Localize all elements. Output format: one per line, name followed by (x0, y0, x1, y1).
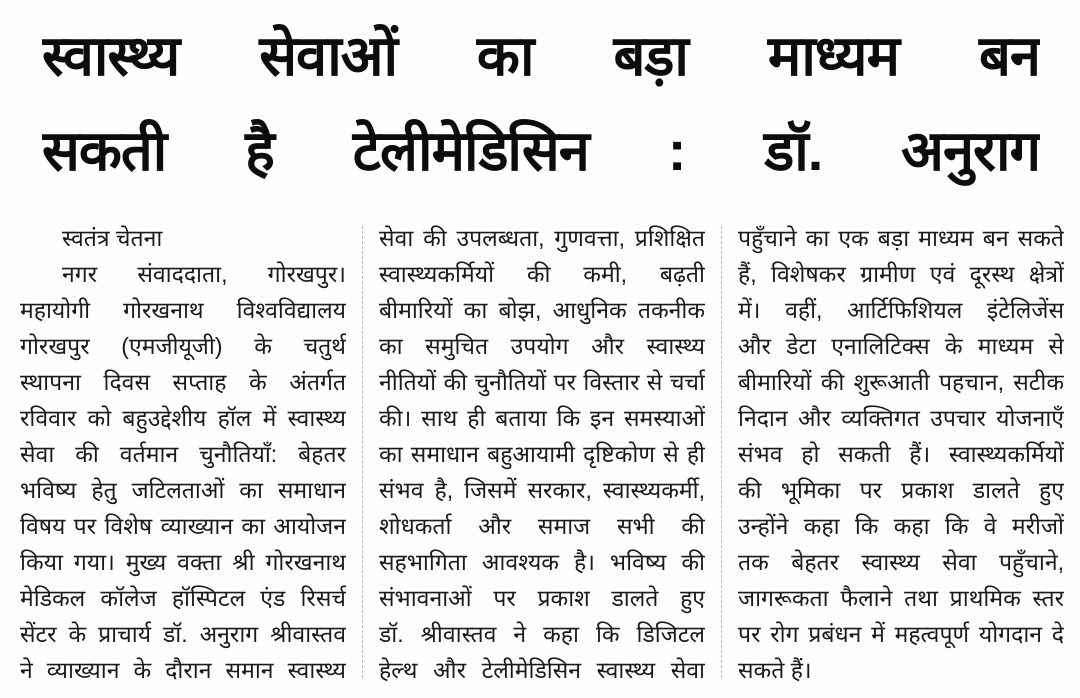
headline-line-2: सकती है टेलीमेडिसिन : डॉ. अनुराग (42, 119, 1040, 182)
text-line: का समाधान बहुआयामी दृष्टिकोण से ही (379, 441, 705, 467)
article-column-2 (379, 220, 705, 690)
text-line: रविवार को बहुउद्देशीय हॉल में स्वास्थ्य (20, 405, 346, 431)
text-line: और डेटा एनालिटिक्स के माध्यम से (738, 333, 1064, 359)
text-line: डॉ. श्रीवास्तव ने कहा कि डिजिटल (379, 621, 705, 647)
article-column-3 (738, 220, 1064, 690)
text-line: निदान और व्यक्तिगत उपचार योजनाएँ (738, 405, 1064, 431)
text-line: बीमारियों का बोझ, आधुनिक तकनीक (379, 297, 705, 323)
text-line: पहुँचाने का एक बड़ा माध्यम बन सकते (738, 225, 1064, 251)
text-line: सकते हैं। (738, 657, 812, 683)
text-line: नीतियों की चुनौतियों पर विस्तार से चर्चा (379, 369, 705, 395)
text-line: स्थापना दिवस सप्ताह के अंतर्गत (20, 369, 346, 395)
text-line: सेवा की उपलब्धता, गुणवत्ता, प्रशिक्षित (379, 225, 705, 251)
article-body (0, 220, 1080, 690)
text-line: की भूमिका पर प्रकाश डालते हुए (738, 477, 1064, 503)
article-column-1 (20, 220, 346, 690)
text-line: हेल्थ और टेलीमेडिसिन स्वास्थ्य सेवा (379, 657, 705, 683)
text-line: सहभागिता आवश्यक है। भविष्य की (379, 549, 705, 575)
headline (0, 0, 1080, 198)
text-line: में। वहीं, आर्टिफिशियल इंटेलिजेंस (738, 297, 1064, 323)
column-divider (362, 226, 363, 678)
text-line: जागरूकता फैलाने तथा प्राथमिक स्तर (738, 585, 1064, 611)
text-line: महायोगी गोरखनाथ विश्वविद्यालय (20, 297, 346, 323)
text-line: तक बेहतर स्वास्थ्य सेवा पहुँचाने, (738, 549, 1064, 575)
text-line: की। साथ ही बताया कि इन समस्याओं (379, 405, 705, 431)
text-line: बीमारियों की शुरूआती पहचान, सटीक (738, 369, 1064, 395)
text-line: संभव हो सकती हैं। स्वास्थ्यकर्मियों (738, 441, 1064, 467)
byline-publication: स्वतंत्र चेतना (62, 225, 163, 251)
text-line: शोधकर्ता और समाज सभी की (379, 513, 705, 539)
text-line: सेवा की वर्तमान चुनौतियाँ: बेहतर (20, 441, 346, 467)
text-line: संभव है, जिसमें सरकार, स्वास्थ्यकर्मी, (379, 477, 705, 503)
text-line: हैं, विशेषकर ग्रामीण एवं दूरस्थ क्षेत्रों (738, 261, 1064, 287)
text-line: ने व्याख्यान के दौरान समान स्वास्थ्य (20, 657, 346, 683)
text-line: सेंटर के प्राचार्य डॉ. अनुराग श्रीवास्तव (20, 621, 346, 647)
headline-line-1: स्वास्थ्य सेवाओं का बड़ा माध्यम बन (42, 24, 1040, 87)
text-line: मेडिकल कॉलेज हॉस्पिटल एंड रिसर्च (20, 585, 346, 611)
text-line: पर रोग प्रबंधन में महत्वपूर्ण योगदान दे (738, 621, 1064, 647)
text-line: स्वास्थ्यकर्मियों की कमी, बढ़ती (379, 261, 705, 287)
text-line: उन्होंने कहा कि कहा कि वे मरीजों (738, 513, 1064, 539)
dateline: नगर संवाददाता, गोरखपुर। (62, 261, 346, 287)
text-line: गोरखपुर (एमजीयूजी) के चतुर्थ (20, 333, 346, 359)
column-divider (721, 226, 722, 678)
text-line: किया गया। मुख्य वक्ता श्री गोरखनाथ (20, 549, 346, 575)
text-line: का समुचित उपयोग और स्वास्थ्य (379, 333, 705, 359)
text-line: विषय पर विशेष व्याख्यान का आयोजन (20, 513, 346, 539)
text-line: संभावनाओं पर प्रकाश डालते हुए (379, 585, 705, 611)
text-line: भविष्य हेतु जटिलताओं का समाधान (20, 477, 346, 503)
